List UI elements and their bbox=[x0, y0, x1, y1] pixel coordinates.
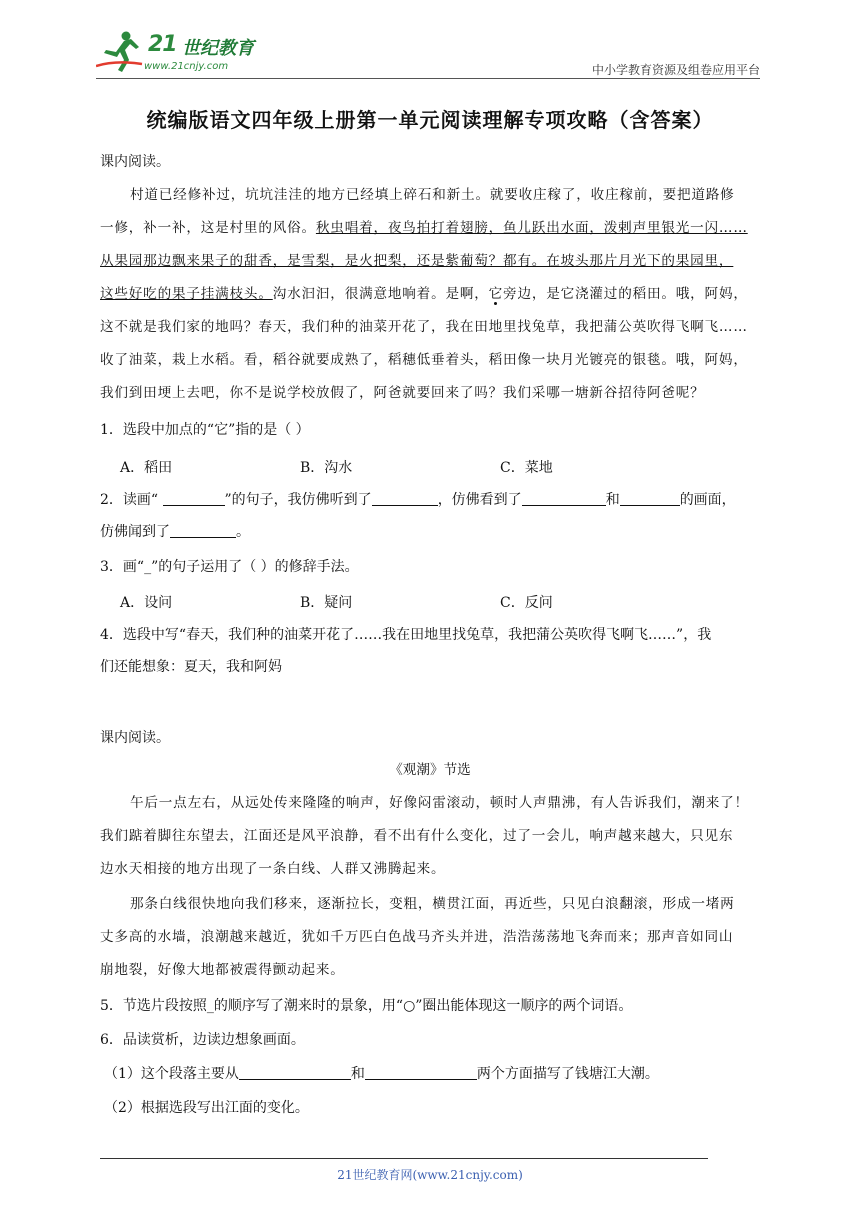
header-divider bbox=[96, 78, 760, 79]
footer-link[interactable]: 21世纪教育网(www.21cnjy.com) bbox=[337, 1168, 523, 1182]
dotted-word: 它 bbox=[488, 286, 504, 302]
underlined-sentence: 从果园那边飘来果子的甜香，是雪梨，是火把梨，还是紫葡萄？都有。在坡头那片月光下的果园里， bbox=[100, 253, 734, 269]
q1-option-a[interactable]: A．稻田 bbox=[120, 460, 173, 476]
question-3: 3．画“_”的句子运用了（ ）的修辞手法。 bbox=[100, 559, 359, 575]
answer-blank[interactable] bbox=[522, 491, 606, 506]
passage1-line: 收了油菜，栽上水稻。看，稻谷就要成熟了，稻穗低垂着头，稻田像一块月光镀亮的银毯。哦，阿妈， bbox=[100, 352, 748, 368]
question-5: 5．节选片段按照_的顺序写了潮来时的景象，用“○”圈出能体现这一顺序的两个词语。 bbox=[100, 998, 633, 1014]
passage2-line: 崩地裂，好像大地都被震得颤动起来。 bbox=[100, 962, 345, 978]
answer-blank[interactable] bbox=[163, 491, 225, 506]
answer-blank[interactable] bbox=[620, 491, 680, 506]
page-header bbox=[96, 28, 760, 78]
footer-divider bbox=[100, 1158, 708, 1159]
question-4-cont: 们还能想象：夏天，我和阿妈 bbox=[100, 659, 282, 675]
question-6-2: （2）根据选段写出江面的变化。 bbox=[104, 1100, 309, 1116]
q1-option-c[interactable]: C．菜地 bbox=[500, 460, 553, 476]
passage2-line: 边水天相接的地方出现了一条白线、人群又沸腾起来。 bbox=[100, 861, 446, 877]
underlined-sentence: 秋虫唱着，夜鸟拍打着翅膀，鱼儿跃出水面，泼剌声里银光一闪…… bbox=[315, 220, 748, 236]
page-title: 统编版语文四年级上册第一单元阅读理解专项攻略（含答案） bbox=[146, 108, 714, 132]
q3-option-b[interactable]: B．疑问 bbox=[300, 595, 353, 611]
passage1-line: 这些好吃的果子挂满枝头。沟水汩汩，很满意地响着。是啊，它旁边，是它浇灌过的稻田。哦，阿妈， bbox=[100, 286, 748, 302]
passage1-line: 这不就是我们家的地吗？春天，我们种的油菜开花了，我在田地里找兔草，我把蒲公英吹得飞啊飞…… bbox=[100, 319, 748, 335]
passage2-title: 《观潮》节选 bbox=[389, 762, 471, 778]
question-6-1: （1）这个段落主要从 和 两个方面描写了钱塘江大潮。 bbox=[104, 1066, 659, 1082]
answer-blank[interactable] bbox=[372, 491, 438, 506]
logo-name: 世纪教育 bbox=[182, 38, 254, 59]
q3-option-a[interactable]: A．设问 bbox=[120, 595, 173, 611]
question-2: 2．读画“ ”的句子，我仿佛听到了 ，仿佛看到了 和 的画面， bbox=[100, 492, 736, 508]
logo-number: 21 bbox=[148, 32, 177, 57]
section2-heading: 课内阅读。 bbox=[100, 730, 170, 746]
passage2-line: 我们踮着脚往东望去，江面还是风平浪静，看不出有什么变化，过了一会儿，响声越来越大，只见东 bbox=[100, 828, 734, 844]
logo-url: www.21cnjy.com bbox=[144, 61, 229, 72]
question-1: 1．选段中加点的“它”指的是（ ） bbox=[100, 422, 310, 438]
q3-option-c[interactable]: C．反问 bbox=[500, 595, 553, 611]
passage1-line: 一修，补一补，这是村里的风俗。秋虫唱着，夜鸟拍打着翅膀，鱼儿跃出水面，泼剌声里银光一闪…… bbox=[100, 220, 748, 236]
answer-blank[interactable] bbox=[170, 523, 236, 538]
underlined-sentence: 这些好吃的果子挂满枝头。 bbox=[100, 286, 273, 302]
site-logo[interactable] bbox=[96, 28, 266, 78]
q1-option-b[interactable]: B．沟水 bbox=[300, 460, 353, 476]
passage1-line: 我们到田埂上去吧，你不是说学校放假了，阿爸就要回来了吗？我们采哪一塘新谷招待阿爸呢？ bbox=[100, 385, 705, 401]
passage1-line: 村道已经修补过，坑坑洼洼的地方已经填上碎石和新土。就要收庄稼了，收庄稼前，要把道路修 bbox=[130, 187, 735, 203]
platform-name: 中小学教育资源及组卷应用平台 bbox=[591, 63, 760, 77]
question-6: 6．品读赏析，边读边想象画面。 bbox=[100, 1032, 305, 1048]
runner-icon bbox=[96, 30, 144, 74]
passage2-line: 那条白线很快地向我们移来，逐渐拉长，变粗，横贯江面，再近些，只见白浪翻滚，形成一堵两 bbox=[130, 896, 735, 912]
passage2-line: 丈多高的水墙，浪潮越来越近，犹如千万匹白色战马齐头并进，浩浩荡荡地飞奔而来；那声音如同山 bbox=[100, 929, 734, 945]
question-2-cont: 仿佛闻到了 。 bbox=[100, 524, 250, 540]
answer-blank[interactable] bbox=[239, 1065, 351, 1080]
question-4: 4．选段中写“春天，我们种的油菜开花了……我在田地里找兔草，我把蒲公英吹得飞啊飞……”，我 bbox=[100, 627, 712, 643]
answer-blank[interactable] bbox=[365, 1065, 477, 1080]
passage2-line: 午后一点左右，从远处传来隆隆的响声，好像闷雷滚动，顿时人声鼎沸，有人告诉我们，潮来了！ bbox=[130, 795, 749, 811]
section1-heading: 课内阅读。 bbox=[100, 154, 170, 170]
